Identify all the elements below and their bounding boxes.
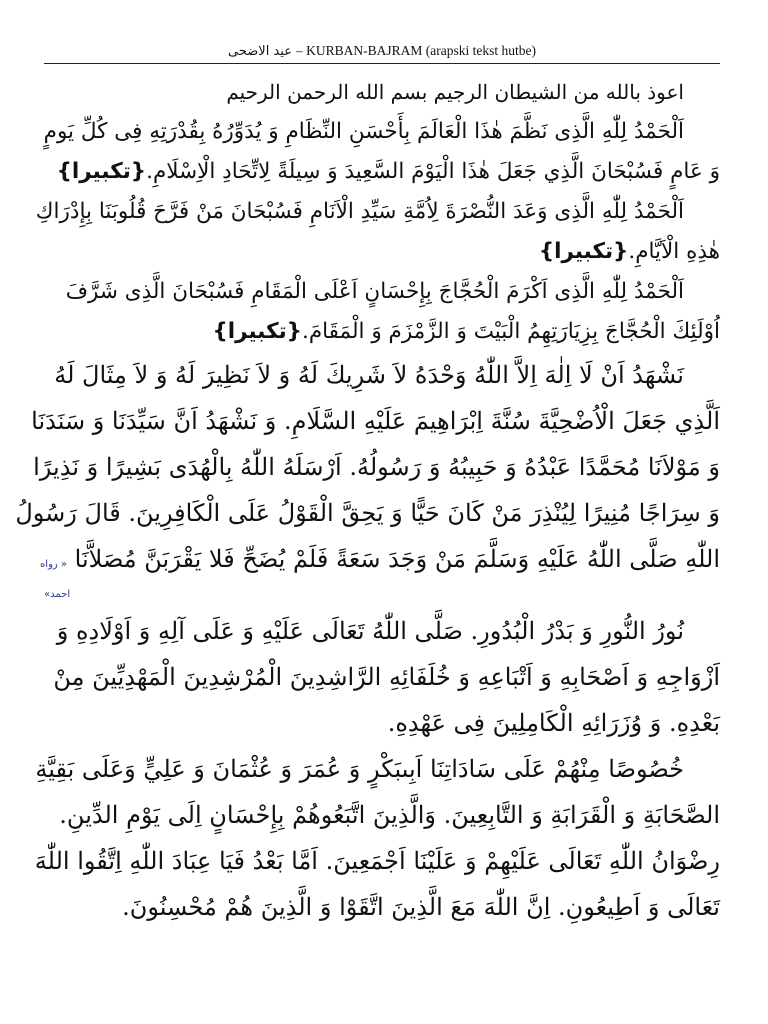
text-line: وَ سِرَاجًا مُنِيرًا لِيُنْذِرَ مَنْ كَانَ حَيًّا وَ يَحِقَّ الْقَوْلُ عَلَى الْكَافِرِينَ. قَالَ رَسُولُ bbox=[15, 499, 720, 527]
paragraph-2 bbox=[35, 192, 720, 272]
text-run: وَ عَامٍ فَسُبْحَانَ الَّذِي جَعَلَ هٰذَا الْيَوْمَ السَّعِيدَ وَ سِيلَةً لِاتِّحَادِ الْاِسْلَامِ. bbox=[146, 159, 720, 184]
bismillah-line: اعوذ بالله من الشيطان الرجيم بسم الله الرحمن الرحيم bbox=[226, 80, 684, 104]
text-line: خُصُوصًا مِنْهُمْ عَلَى سَادَاتِنَا اَبِىبَكْرٍ وَ عُمَرَ وَ عُثْمَانَ وَ عَلِيٍّ وَعَلَى بَقِيَّةِ bbox=[35, 755, 684, 783]
text-line: اَلْحَمْدُ لِلّٰهِ الَّذِى نَظَّمَ هٰذَا الْعَالَمَ بِأَحْسَنِ النِّظَامِ وَ يُدَوِّرُهُ بِقُدْرَتِهِ فِى كُلِّ يَومٍ bbox=[43, 119, 684, 144]
takbir-tag: {تكبيرا} bbox=[56, 159, 147, 184]
hadith-reference-source: احمد» bbox=[44, 589, 71, 600]
text-run: اللّٰهِ صَلَّى اللّٰهُ عَلَيْهِ وَسَلَّمَ مَنْ وَجَدَ سَعَةً فَلَمْ يُضَحِّ فَلا يَقْرَبَنَّ مُصَلاَّنَا bbox=[74, 545, 720, 573]
running-header bbox=[44, 40, 720, 62]
text-line bbox=[44, 232, 720, 272]
header-arabic-title: عيد الاضحى bbox=[228, 43, 292, 59]
sermon-body bbox=[15, 72, 720, 930]
paragraph-6 bbox=[34, 746, 720, 930]
takbir-tag: {تكبيرا} bbox=[538, 239, 629, 264]
text-line: وَ مَوْلاَنَا مُحَمَّدًا عَبْدُهُ وَ حَبِيبُهُ وَ رَسُولُهُ. اَرْسَلَهُ اللّٰهُ بِالْهُدَى بَشِيرًا وَ نَذِيرًا bbox=[33, 453, 720, 481]
header-rule bbox=[44, 63, 720, 64]
text-run: اُوْلَئِكَ الْحُجَّاجَ بِزِيَارَتِهِمُ الْبَيْتَ وَ الزَّمْزَمَ وَ الْمَقَامَ. bbox=[301, 319, 720, 344]
text-line: اَزْوَاجِهِ وَ اَصْحَابِهِ وَ اَتْبَاعِهِ وَ خُلَفَائِهِ الرَّاشِدِينَ الْمُرْشِدِينَ الْمَهْدِيِّينَ مِنْ bbox=[53, 663, 720, 691]
text-line: رِضْوَانُ اللّٰهِ تَعَالَى عَلَيْهِمْ وَ عَلَيْنَا اَجْمَعِينَ. اَمَّا بَعْدُ فَيَا عِبَادَ اللّٰهِ اِتَّقُوا اللّٰهَ bbox=[34, 847, 720, 875]
paragraph-4 bbox=[15, 352, 720, 602]
text-line: تَعَالَى وَ اَطِيعُونِ. اِنَّ اللّٰهَ مَعَ الَّذِينَ اتَّقَوْا وَ الَّذِينَ هُمْ مُحْسِنُونَ. bbox=[122, 893, 720, 921]
paragraph-1 bbox=[44, 112, 720, 192]
text-line: اَلَّذِي جَعَلَ الْاُضْحِيَّةَ سُنَّةَ اِبْرَاهِيمَ عَلَيْهِ السَّلَامِ. وَ نَشْهَدُ اَنَّ سَيِّدَنَا وَ سَنَدَنَا bbox=[31, 407, 720, 435]
text-line bbox=[44, 312, 720, 352]
takbir-tag: {تكبيرا} bbox=[212, 319, 302, 344]
text-run: هٰذِهِ الْاَيَّامِ. bbox=[628, 239, 720, 264]
text-line: نُورُ النُّورِ وَ بَدْرُ الْبُدُورِ. صَلَّى اللّٰهُ تَعَالَى عَلَيْهِ وَ عَلَى آلِهِ وَ اَوْلَادِهِ وَ bbox=[56, 617, 684, 645]
text-line bbox=[44, 152, 720, 192]
text-line: بَعْدِهِ. وَ وُزَرَائِهِ الْكَامِلِينَ فِى عَهْدِهِ. bbox=[387, 709, 720, 737]
text-line: اَلْحَمْدُ لِلّٰهِ الَّذِى وَعَدَ النُّصْرَةَ لِاُمَّةِ سَيِّدِ الْاَنَامِ فَسُبْحَانَ مَنْ فَرَّحَ قُلُوبَنَا بِإِدْرَاكِ bbox=[35, 199, 684, 224]
hadith-reference-cont bbox=[44, 588, 720, 602]
text-line: اَلْحَمْدُ لِلّٰهِ الَّذِى اَكْرَمَ الْحُجَّاجَ بِإِحْسَانٍ اَعْلَى الْمَقَامِ فَسُبْحَانَ الَّذِى شَرَّفَ bbox=[65, 279, 684, 304]
header-latin-title: – KURBAN-BAJRAM (arapski tekst hutbe) bbox=[295, 43, 536, 58]
text-line: الصَّحَابَةِ وَ الْقَرَابَةِ وَ التَّابِعِينَ. وَالَّذِينَ اتَّبَعُوهُمْ بِإِحْسَانٍ اِلَى يَوْمِ الدِّينِ. bbox=[59, 801, 720, 829]
text-line bbox=[40, 536, 720, 588]
text-line: نَشْهَدُ اَنْ لَا اِلٰهَ اِلاَّ اللّٰهُ وَحْدَهُ لاَ شَرِيكَ لَهُ وَ لاَ نَظِيرَ لَهُ وَ لاَ مِثَالَ لَهُ bbox=[54, 361, 684, 389]
paragraph-5 bbox=[44, 608, 720, 746]
hadith-reference: « رواه bbox=[40, 559, 68, 570]
paragraph-3 bbox=[44, 272, 720, 352]
